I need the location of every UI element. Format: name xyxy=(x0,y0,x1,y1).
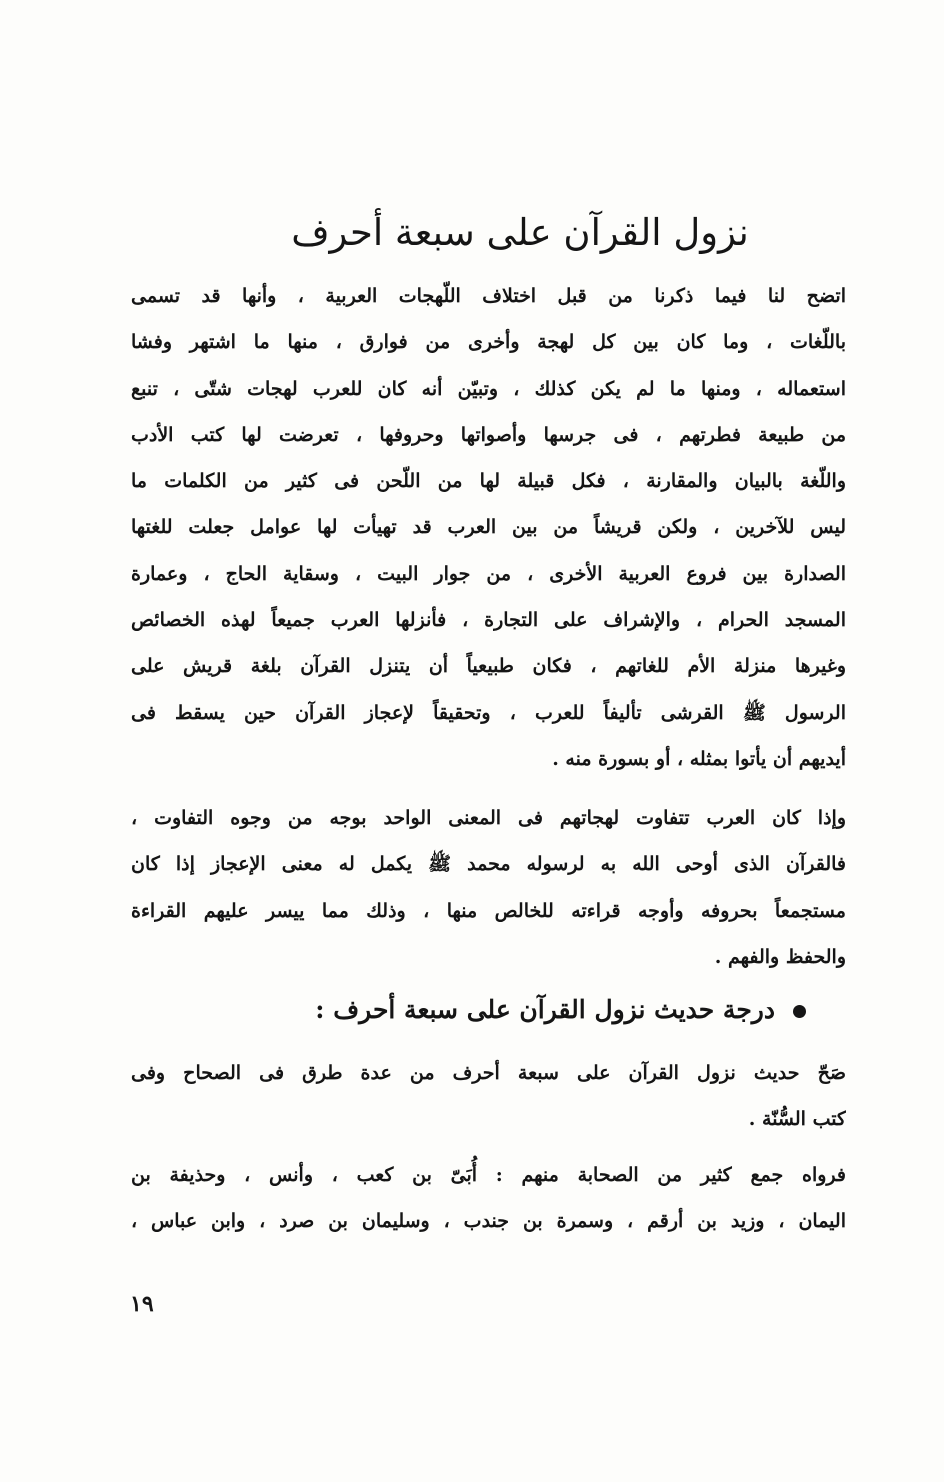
chapter-title: نزول القرآن على سبعة أحرف xyxy=(291,211,749,254)
text-line: من طبيعة فطرتهم ، فى جرسها وأصواتها وحروفها ، تعرضت لها كتب الأدب xyxy=(131,423,846,446)
text-line: اليمان ، وزيد بن أرقم ، وسمرة بن جندب ، وسليمان بن صرد ، وابن عباس ، xyxy=(131,1210,846,1233)
text-line: باللّغات ، وما كان بين كل لهجة وأخرى من فوارق ، منها ما اشتهر وفشا xyxy=(131,331,846,354)
paragraph-narrators xyxy=(131,1152,846,1245)
bullet-icon xyxy=(793,1005,806,1018)
text-line: المسجد الحرام ، والإشراف على التجارة ، فأنزلها العرب جميعاً لهذه الخصائص xyxy=(131,609,846,632)
text-line: صَحّ حديث نزول القرآن على سبعة أحرف من عدة طرق فى الصحاح وفى xyxy=(131,1062,846,1084)
text-line: الصدارة بين فروع العربية الأخرى ، من جوار البيت ، وسقاية الحاج ، وعمارة xyxy=(131,562,846,585)
page-number: ١٩ xyxy=(130,1291,154,1317)
text-line: أيديهم أن يأتوا بمثله ، أو بسورة منه . xyxy=(552,747,846,770)
text-line: واللّغة بالبيان والمقارنة ، فكل قبيلة لها من اللّحن فى كثير من الكلمات ما xyxy=(131,470,846,493)
text-line: الرسول ﷺ القرشى تأليفاً للعرب ، وتحقيقاً لإعجاز القرآن حين يسقط فى xyxy=(131,701,846,724)
text-line: كتب السُّنّة . xyxy=(748,1108,846,1131)
text-line: استعماله ، ومنها ما لم يكن كذلك ، وتبيّن أنه كان للعرب لهجات شتّى ، تنبع xyxy=(131,377,846,400)
text-line: فالقرآن الذى أوحى الله به لرسوله محمد ﷺ يكمل له معنى الإعجاز إذا كان xyxy=(131,853,846,876)
text-line: اتضح لنا فيما ذكرنا من قبل اختلاف اللّهجات العربية ، وأنها قد تسمى xyxy=(131,285,846,307)
section-heading xyxy=(131,982,846,1038)
paragraph-dialects xyxy=(131,795,846,980)
paragraph-intro xyxy=(131,273,846,782)
section-heading-text: درجة حديث نزول القرآن على سبعة أحرف : xyxy=(315,995,775,1024)
text-line: وإذا كان العرب تتفاوت لهجاتهم فى المعنى الواحد بوجه من وجوه التفاوت ، xyxy=(131,807,846,829)
paragraph-hadith-authenticity xyxy=(131,1050,846,1143)
text-line: مستجمعاً بحروفه وأوجه قراءته للخالص منها ، وذلك مما ييسر عليهم القراءة xyxy=(131,899,846,922)
text-line: فرواه جمع كثير من الصحابة منهم : أُبَىّ بن كعب ، وأنس ، وحذيفة بن xyxy=(131,1164,846,1186)
text-line: وغيرها منزلة الأم للغاتهم ، فكان طبيعياً أن يتنزل القرآن بلغة قريش على xyxy=(131,655,846,678)
text-line: ليس للآخرين ، ولكن قريشاً من بين العرب قد تهيأت لها عوامل جعلت للغتها xyxy=(131,516,846,539)
text-line: والحفظ والفهم . xyxy=(714,945,846,968)
